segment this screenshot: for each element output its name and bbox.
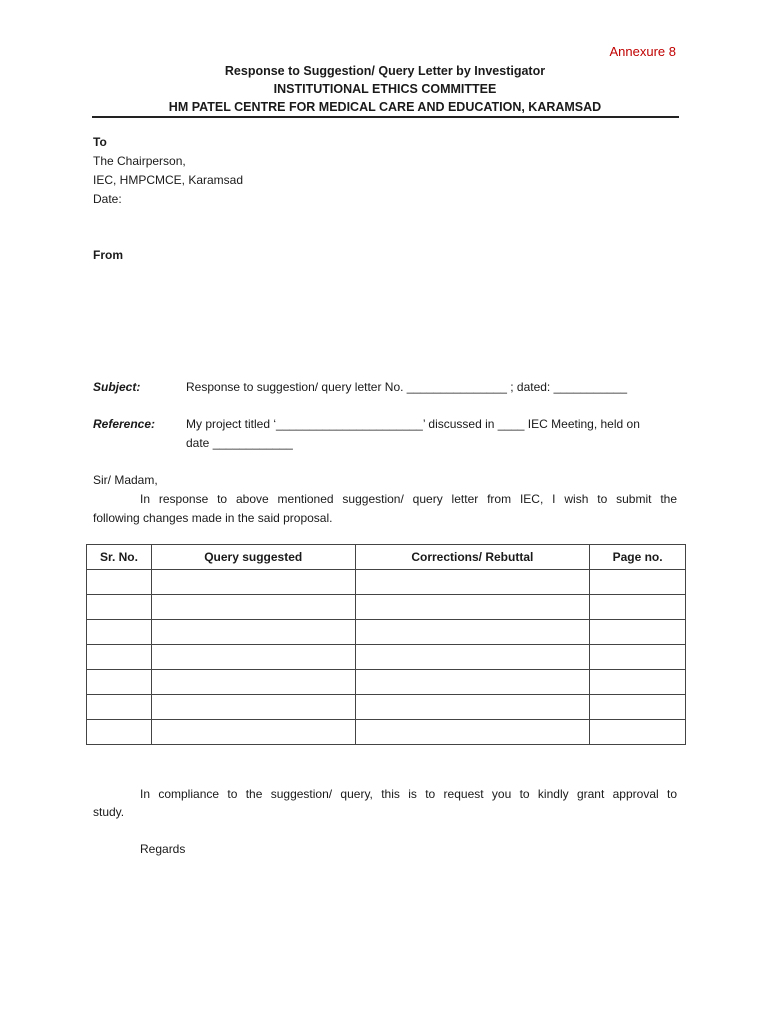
- table-cell: [151, 595, 355, 620]
- recipient-line-1: The Chairperson,: [93, 154, 186, 168]
- annexure-label: Annexure 8: [609, 44, 676, 59]
- table-cell: [151, 670, 355, 695]
- table-body: [87, 570, 686, 745]
- salutation: Sir/ Madam,: [93, 473, 158, 487]
- table-cell: [87, 570, 152, 595]
- table-cell: [151, 620, 355, 645]
- table-cell: [151, 570, 355, 595]
- table-cell: [87, 595, 152, 620]
- table-cell: [590, 720, 686, 745]
- closing-line-2: study.: [93, 805, 125, 819]
- table-cell: [151, 720, 355, 745]
- table-cell: [87, 670, 152, 695]
- date-label: Date:: [93, 192, 122, 206]
- table-row: [87, 570, 686, 595]
- table-row: [87, 670, 686, 695]
- regards: Regards: [140, 842, 186, 856]
- table-row: [87, 620, 686, 645]
- reference-label: Reference:: [93, 417, 156, 431]
- table-cell: [87, 645, 152, 670]
- document-title: Response to Suggestion/ Query Letter by Investigator: [224, 64, 546, 78]
- table-cell: [355, 645, 590, 670]
- response-table: [86, 544, 686, 745]
- table-cell: [87, 720, 152, 745]
- table-cell: [590, 570, 686, 595]
- table-cell: [590, 670, 686, 695]
- table-row: [87, 645, 686, 670]
- table-header-row: [87, 545, 686, 570]
- header-divider: [92, 116, 679, 118]
- table-cell: [355, 720, 590, 745]
- table-cell: [355, 595, 590, 620]
- col-header-sr-no: Sr. No.: [87, 545, 152, 570]
- table-cell: [590, 695, 686, 720]
- subject-label: Subject:: [93, 380, 141, 394]
- from-label: From: [93, 248, 123, 262]
- table-row: [87, 695, 686, 720]
- table-row: [87, 595, 686, 620]
- recipient-line-2: IEC, HMPCMCE, Karamsad: [93, 173, 244, 187]
- committee-name: INSTITUTIONAL ETHICS COMMITTEE: [273, 82, 497, 96]
- to-label: To: [93, 135, 107, 149]
- intro-line-2: following changes made in the said proposal.: [93, 511, 333, 525]
- table-cell: [590, 645, 686, 670]
- table-cell: [355, 570, 590, 595]
- intro-line-1: In response to above mentioned suggestion/ query letter from IEC, I wish to submit the: [140, 492, 677, 506]
- table-cell: [355, 620, 590, 645]
- col-header-page-no: Page no.: [590, 545, 686, 570]
- table-row: [87, 720, 686, 745]
- table-cell: [151, 695, 355, 720]
- col-header-query-suggested: Query suggested: [151, 545, 355, 570]
- table-cell: [355, 695, 590, 720]
- table-cell: [87, 620, 152, 645]
- institute-name: HM PATEL CENTRE FOR MEDICAL CARE AND EDUCATION, KARAMSAD: [168, 100, 602, 114]
- reference-line-1: My project titled ‘______________________’ discussed in ____ IEC Meeting, held on: [186, 417, 640, 431]
- table-cell: [87, 695, 152, 720]
- table-cell: [590, 620, 686, 645]
- table-cell: [355, 670, 590, 695]
- closing-line-1: In compliance to the suggestion/ query, this is to request you to kindly grant approval to: [140, 787, 677, 801]
- subject-text: Response to suggestion/ query letter No. _______________ ; dated: ___________: [186, 380, 628, 394]
- table-cell: [590, 595, 686, 620]
- table-cell: [151, 645, 355, 670]
- col-header-corrections-rebuttal: Corrections/ Rebuttal: [355, 545, 590, 570]
- reference-line-2: date ____________: [186, 436, 293, 450]
